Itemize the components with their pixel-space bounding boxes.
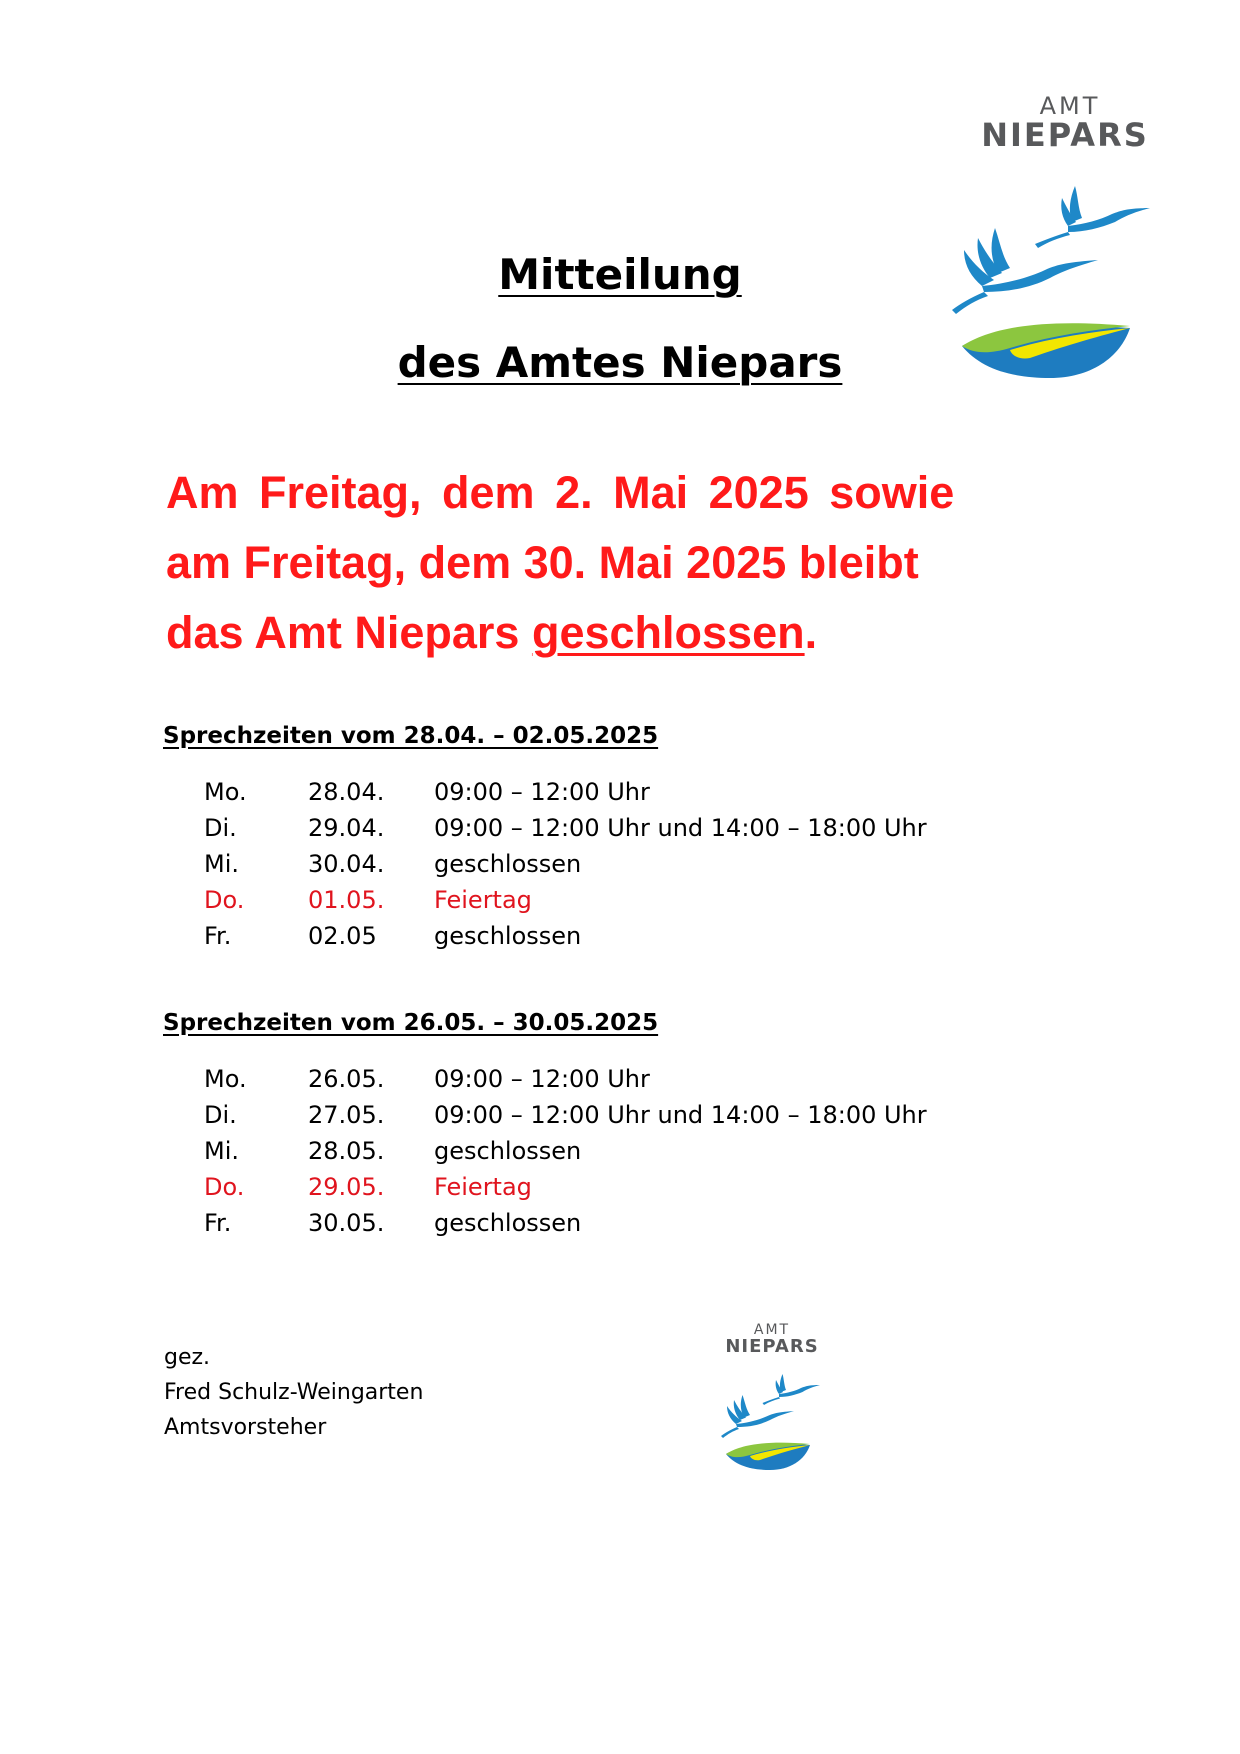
time-cell: 09:00 – 12:00 Uhr [434,778,650,806]
notice-line-3-suffix: . [804,607,818,658]
date-cell: 30.04. [308,850,385,878]
date-cell: 27.05. [308,1101,385,1129]
closure-notice [166,458,1116,668]
date-cell: 29.05. [308,1173,385,1201]
page-title: Mitteilung [498,250,742,299]
time-cell: geschlossen [434,850,582,878]
time-cell: Feiertag [434,1173,532,1201]
signature-block [164,1340,423,1445]
date-cell: 29.04. [308,814,385,842]
day-cell: Do. [204,886,245,914]
time-cell: 09:00 – 12:00 Uhr und 14:00 – 18:00 Uhr [434,1101,927,1129]
signature-role: Amtsvorsteher [164,1415,327,1440]
time-cell: 09:00 – 12:00 Uhr und 14:00 – 18:00 Uhr [434,814,927,842]
day-cell: Do. [204,1173,245,1201]
logo-niepars-text: NIEPARS [981,116,1149,154]
time-cell: geschlossen [434,1137,582,1165]
notice-line-3 [166,598,1116,668]
date-cell: 01.05. [308,886,385,914]
day-cell: Fr. [204,922,232,950]
day-cell: Fr. [204,1209,232,1237]
day-cell: Mo. [204,778,247,806]
day-cell: Mo. [204,1065,247,1093]
time-cell: Feiertag [434,886,532,914]
date-cell: 26.05. [308,1065,385,1093]
signature-gez: gez. [164,1345,211,1370]
date-cell: 28.05. [308,1137,385,1165]
notice-line-3-prefix: das Amt Niepars [166,607,532,658]
date-cell: 28.04. [308,778,385,806]
signature-name: Fred Schulz-Weingarten [164,1380,424,1405]
logo-amt-text-small: AMT [753,1322,791,1338]
logo-niepars-text-small: NIEPARS [725,1336,819,1357]
notice-line-1: Am Freitag, dem 2. Mai 2025 sowie [166,467,955,518]
crane-emblem-small-icon [720,1370,825,1480]
date-cell: 02.05 [308,922,377,950]
day-cell: Di. [204,814,237,842]
day-cell: Di. [204,1101,237,1129]
notice-closed-word: geschlossen [531,607,805,658]
day-cell: Mi. [204,850,240,878]
time-cell: 09:00 – 12:00 Uhr [434,1065,650,1093]
time-cell: geschlossen [434,922,582,950]
logo-amt-text: AMT [1039,92,1101,120]
date-cell: 30.05. [308,1209,385,1237]
day-cell: Mi. [204,1137,240,1165]
notice-line-2: am Freitag, dem 30. Mai 2025 bleibt [166,537,919,588]
schedule-2-heading: Sprechzeiten vom 26.05. – 30.05.2025 [163,1010,659,1036]
page-subtitle: des Amtes Niepars [397,338,843,387]
schedule-1-heading: Sprechzeiten vom 28.04. – 02.05.2025 [163,723,659,749]
time-cell: geschlossen [434,1209,582,1237]
